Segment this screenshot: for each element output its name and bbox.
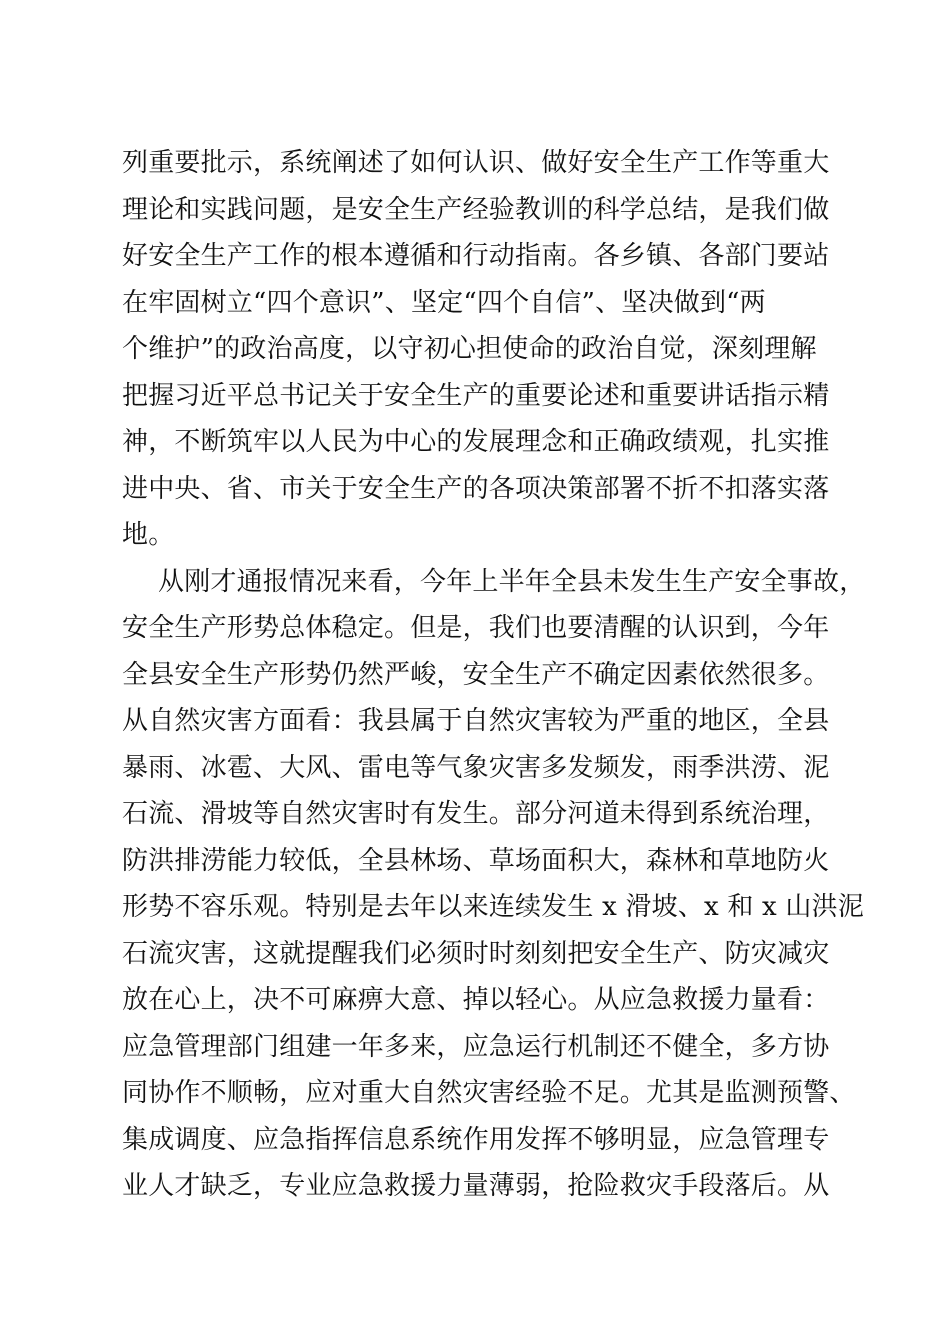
paragraph-1-line: 地。 (122, 520, 175, 550)
paragraph-1-line: 列重要批示，系统阐述了如何认识、做好安全生产工作等重大 (122, 148, 830, 178)
paragraph-2-line: 应急管理部门组建一年多来，应急运行机制还不健全，多方协 (122, 1031, 830, 1062)
paragraph-2-line: 业人才缺乏，专业应急救援力量薄弱，抢险救灾手段落后。从 (122, 1171, 830, 1201)
paragraph-1-line: 在牢固树立“四个意识”、坚定“四个自信”、坚决做到“两 (122, 287, 766, 318)
paragraph-2-line: 从刚才通报情况来看，今年上半年全县未发生生产安全事故， (158, 566, 866, 597)
paragraph-2-line: 安全生产形势总体稳定。但是，我们也要清醒的认识到，今年 (122, 613, 830, 643)
paragraph-2-line: 从自然灾害方面看：我县属于自然灾害较为严重的地区，全县 (122, 706, 830, 736)
paragraph-2-line: 同协作不顺畅，应对重大自然灾害经验不足。尤其是监测预警、 (122, 1078, 856, 1108)
paragraph-1-line: 个维护”的政治高度，以守初心担使命的政治自觉，深刻理解 (122, 334, 817, 364)
paragraph-2-line: 暴雨、冰雹、大风、雷电等气象灾害多发频发，雨季洪涝、泥 (122, 752, 830, 783)
paragraph-1-line: 理论和实践问题，是安全生产经验教训的科学总结，是我们做 (122, 194, 830, 225)
paragraph-1-line: 神，不断筑牢以人民为中心的发展理念和正确政绩观，扎实推 (122, 427, 830, 457)
paragraph-1-line: 好安全生产工作的根本遵循和行动指南。各乡镇、各部门要站 (122, 241, 830, 271)
paragraph-2-line: 石流灾害，这就提醒我们必须时时刻刻把安全生产、防灾减灾 (122, 938, 830, 969)
paragraph-2-line: 石流、滑坡等自然灾害时有发生。部分河道未得到系统治理， (122, 799, 830, 829)
paragraph-1-line: 把握习近平总书记关于安全生产的重要论述和重要讲话指示精 (122, 380, 830, 411)
paragraph-2-line: 形势不容乐观。特别是去年以来连续发生 x 滑坡、x 和 x 山洪泥 (122, 892, 864, 922)
paragraph-2-line: 放在心上，决不可麻痹大意、掉以轻心。从应急救援力量看： (122, 985, 830, 1015)
paragraph-2-line: 防洪排涝能力较低，全县林场、草场面积大，森林和草地防火 (122, 845, 830, 876)
paragraph-2-line: 全县安全生产形势仍然严峻，安全生产不确定因素依然很多。 (122, 659, 830, 690)
document-page (122, 140, 866, 1210)
paragraph-1-line: 进中央、省、市关于安全生产的各项决策部署不折不扣落实落 (122, 473, 830, 504)
paragraph-2-line: 集成调度、应急指挥信息系统作用发挥不够明显，应急管理专 (122, 1124, 830, 1155)
